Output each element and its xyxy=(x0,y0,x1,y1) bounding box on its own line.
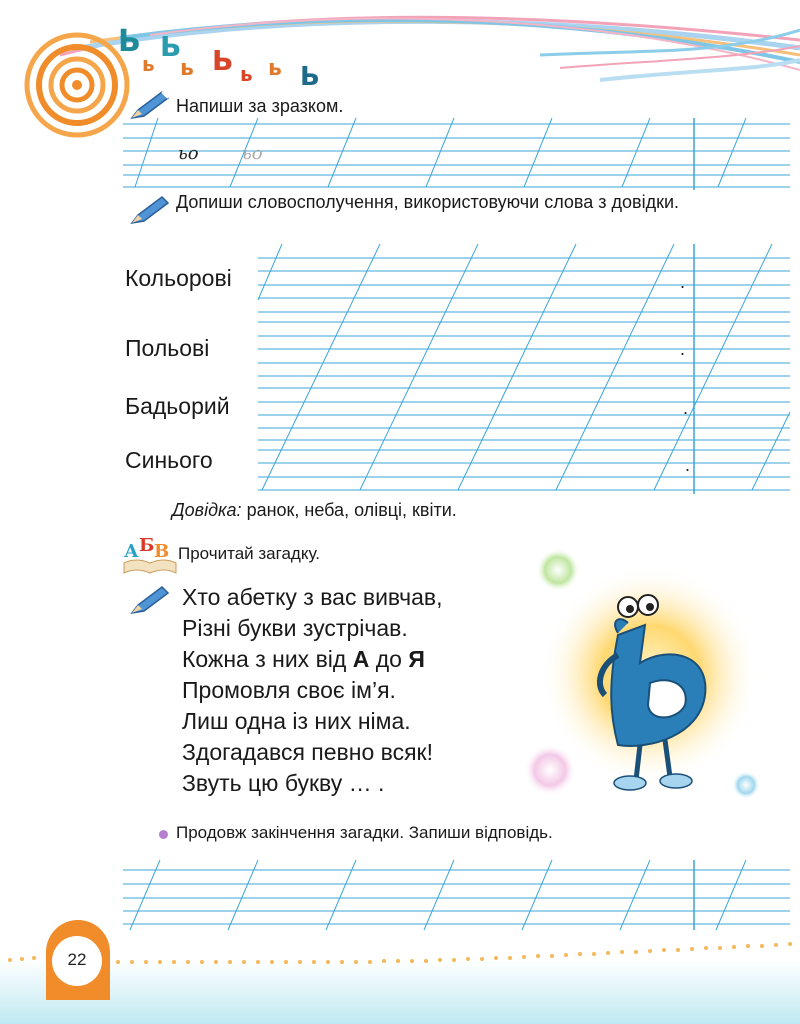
task2-instruction: Допиши словосполучення, використовуючи слова з довідки. xyxy=(176,192,680,212)
task1-instruction: Напиши за зразком. xyxy=(176,96,344,116)
header-letter: ь xyxy=(180,56,194,81)
hint-label: Довідка: xyxy=(172,500,242,520)
riddle-line: Різні букви зустрічав. xyxy=(182,615,408,641)
header-letter: Ь xyxy=(118,24,141,59)
header-letter: ь xyxy=(268,56,282,81)
riddle-line: Здогадався певно всяк! xyxy=(182,739,434,765)
riddle-line-3-mid: до xyxy=(375,646,402,672)
riddle-line: Хто абетку з вас вивчав, xyxy=(182,584,443,610)
riddle-line: Звуть цю букву … . xyxy=(182,770,385,796)
phrase-end-dot: . xyxy=(680,272,686,292)
header-letter: Ь xyxy=(160,30,182,63)
hint-words: ранок, неба, олівці, квіти. xyxy=(246,500,457,520)
riddle-line-3-start: Кожна з них від xyxy=(182,646,347,672)
abc-letter-a: А xyxy=(124,541,139,562)
riddle-line: Лиш одна із них німа. xyxy=(182,708,411,734)
header-letter: Ь xyxy=(300,62,320,92)
letter-a-bold: А xyxy=(352,646,370,672)
task4-instruction: Продовж закінчення загадки. Запиши відповідь. xyxy=(176,823,553,842)
riddle-line: Промовля своє ім’я. xyxy=(182,677,396,703)
abc-letter-v: В xyxy=(154,541,170,562)
sample-letters-faded: ьо xyxy=(242,143,263,164)
task3-instruction: Прочитай загадку. xyxy=(178,544,320,563)
page-number: 22 xyxy=(67,950,87,969)
phrase-word-2: Польові xyxy=(125,335,210,361)
header-letter: Ь xyxy=(212,44,234,77)
header-letter: ь xyxy=(142,52,155,76)
header-letter: ь xyxy=(240,62,253,86)
phrase-word-1: Кольорові xyxy=(125,265,232,291)
phrase-end-dot: . xyxy=(685,455,691,475)
footer-dots xyxy=(0,930,800,980)
sample-letters: ьо xyxy=(178,143,199,164)
phrase-end-dot: . xyxy=(683,398,689,418)
letter-ya-bold: Я xyxy=(408,646,425,672)
phrase-word-3: Бадьорий xyxy=(125,393,230,419)
phrase-end-dot: . xyxy=(680,339,686,359)
abc-letter-b: Б xyxy=(139,535,155,556)
phrase-word-4: Синього xyxy=(125,447,213,473)
